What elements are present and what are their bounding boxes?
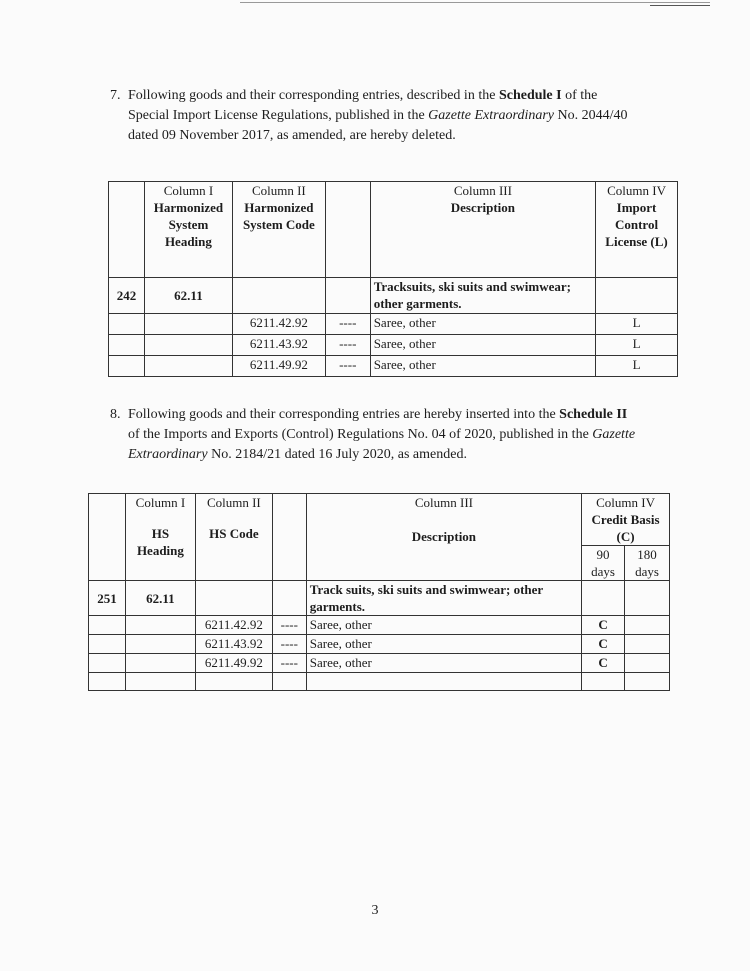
t2-main-90 bbox=[582, 581, 625, 616]
t1-header-col3: Column III Description bbox=[370, 182, 595, 278]
t2-serial: 251 bbox=[89, 581, 126, 616]
scan-edge-line bbox=[240, 2, 710, 3]
section-8-paragraph bbox=[110, 405, 640, 467]
t1-heading: 62.11 bbox=[144, 278, 232, 314]
table2-header-row bbox=[89, 494, 670, 546]
t2-header-serial bbox=[89, 494, 126, 581]
table-row-empty bbox=[89, 673, 670, 691]
t2-main-180 bbox=[625, 581, 670, 616]
section-7-bold: Schedule I bbox=[498, 88, 562, 103]
description: Saree, other bbox=[306, 654, 581, 673]
dash: ---- bbox=[325, 356, 370, 377]
t2-header-col4: Column IV Credit Basis (C) bbox=[582, 494, 670, 546]
t1-header-col2: Column II Harmonized System Code bbox=[232, 182, 325, 278]
hs-code: 6211.42.92 bbox=[232, 314, 325, 335]
dash: ---- bbox=[325, 335, 370, 356]
table-row bbox=[89, 616, 670, 635]
section-7-text-2: of the Special Import License Regulations, published in the bbox=[128, 88, 598, 123]
table-row bbox=[89, 654, 670, 673]
hs-code: 6211.42.92 bbox=[195, 616, 272, 635]
t2-header-col2: Column II HS Code bbox=[195, 494, 272, 581]
dash: ---- bbox=[272, 616, 306, 635]
t2-header-col1: Column I HS Heading bbox=[125, 494, 195, 581]
t1-serial: 242 bbox=[109, 278, 145, 314]
section-8-italic: Gazette Extraordinary bbox=[128, 427, 636, 462]
section-7-text-3: No. 2044/40 dated 09 November 2017, as amended, are hereby deleted. bbox=[128, 108, 628, 143]
t1-main-description: Tracksuits, ski suits and swimwear; other garments. bbox=[370, 278, 595, 314]
t2-header-180-days: 180 days bbox=[625, 546, 670, 581]
table-row bbox=[109, 314, 678, 335]
table-row bbox=[89, 635, 670, 654]
section-7-italic: Gazette Extraordinary bbox=[428, 108, 555, 123]
credit-mark: C bbox=[582, 635, 625, 654]
table1-main-row bbox=[109, 278, 678, 314]
table-row bbox=[109, 335, 678, 356]
t2-header-dash bbox=[272, 494, 306, 581]
table1-header-row bbox=[109, 182, 678, 278]
t2-main-dash bbox=[272, 581, 306, 616]
schedule-i-table bbox=[108, 181, 678, 377]
hs-code: 6211.43.92 bbox=[232, 335, 325, 356]
section-8-text-3: No. 2184/21 dated 16 July 2020, as amended. bbox=[207, 447, 467, 462]
license-mark: L bbox=[596, 335, 678, 356]
t1-main-dash bbox=[325, 278, 370, 314]
section-8-text-1: Following goods and their corresponding entries are hereby inserted into the bbox=[128, 407, 560, 422]
t2-heading: 62.11 bbox=[125, 581, 195, 616]
description: Saree, other bbox=[306, 635, 581, 654]
table2-main-row bbox=[89, 581, 670, 616]
credit-mark: C bbox=[582, 616, 625, 635]
t2-header-90-days: 90 days bbox=[582, 546, 625, 581]
schedule-ii-table bbox=[88, 493, 670, 691]
credit-mark: C bbox=[582, 654, 625, 673]
dash: ---- bbox=[272, 635, 306, 654]
description: Saree, other bbox=[306, 616, 581, 635]
section-7-text-1: Following goods and their corresponding entries, described in the bbox=[128, 88, 499, 103]
t2-main-description: Track suits, ski suits and swimwear; other garments. bbox=[306, 581, 581, 616]
hs-code: 6211.49.92 bbox=[232, 356, 325, 377]
section-8-bold: Schedule II bbox=[559, 407, 628, 422]
section-8-text-2: of the Imports and Exports (Control) Regulations No. 04 of 2020, published in the bbox=[128, 427, 593, 442]
t1-header-dash bbox=[325, 182, 370, 278]
table-row bbox=[109, 356, 678, 377]
hs-code: 6211.49.92 bbox=[195, 654, 272, 673]
section-7-paragraph bbox=[110, 86, 640, 148]
t1-main-code bbox=[232, 278, 325, 314]
license-mark: L bbox=[596, 356, 678, 377]
section-7-number: 7. bbox=[110, 88, 121, 103]
description: Saree, other bbox=[370, 335, 595, 356]
t2-main-code bbox=[195, 581, 272, 616]
t2-header-col3: Column III Description bbox=[306, 494, 581, 581]
dash: ---- bbox=[325, 314, 370, 335]
page-number: 3 bbox=[371, 903, 379, 918]
license-mark: L bbox=[596, 314, 678, 335]
section-8-number: 8. bbox=[110, 407, 121, 422]
t1-header-col4: Column IV Import Control License (L) bbox=[596, 182, 678, 278]
scan-edge-line bbox=[650, 5, 710, 6]
description: Saree, other bbox=[370, 314, 595, 335]
t1-header-col1: Column I Harmonized System Heading bbox=[144, 182, 232, 278]
t1-header-serial bbox=[109, 182, 145, 278]
hs-code: 6211.43.92 bbox=[195, 635, 272, 654]
t1-main-col4 bbox=[596, 278, 678, 314]
dash: ---- bbox=[272, 654, 306, 673]
description: Saree, other bbox=[370, 356, 595, 377]
